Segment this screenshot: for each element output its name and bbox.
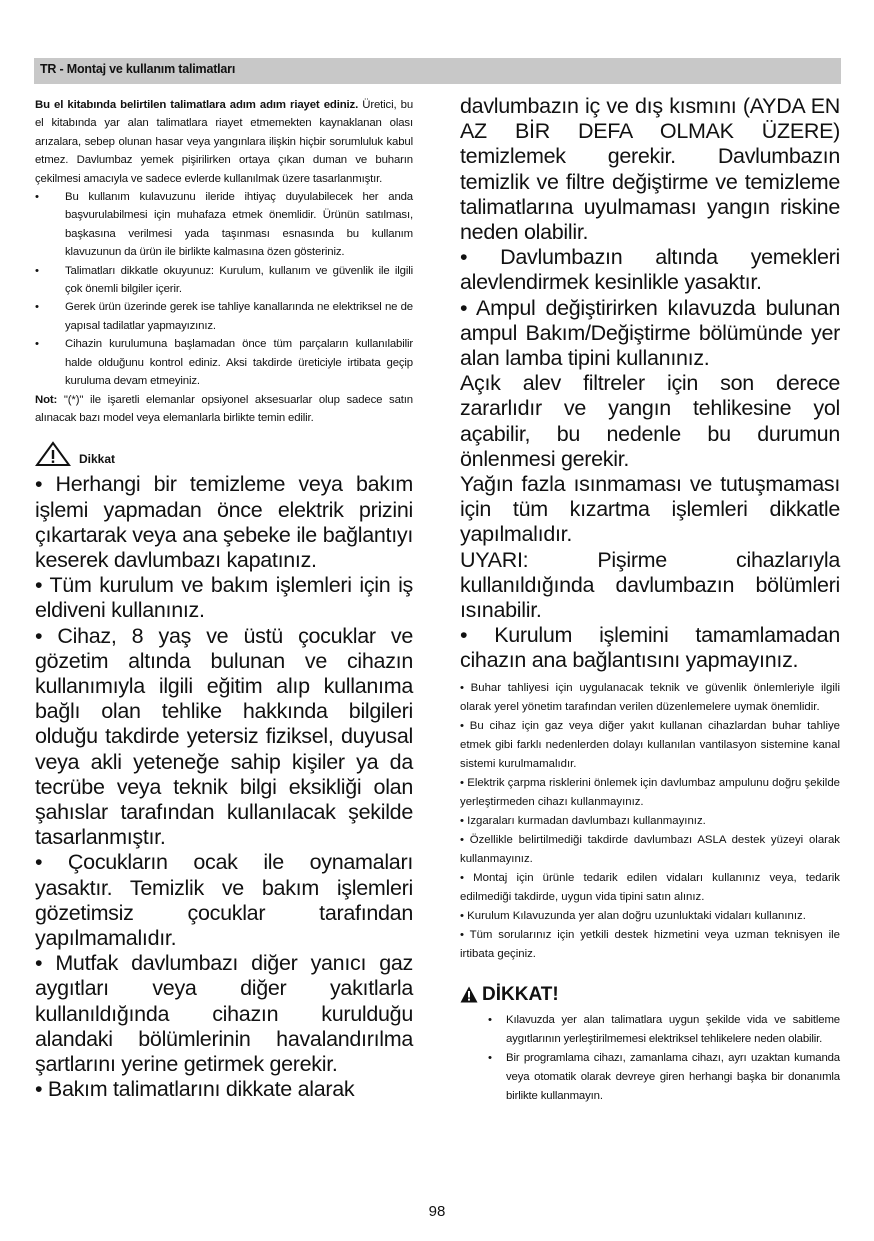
warning-title: Dikkat — [79, 452, 116, 467]
installation-notes — [460, 679, 840, 964]
warning-paragraph: • Mutfak davlumbazı diğer yanıcı gaz aygıtları veya diğer yakıtlarla kullanıldığında cihazın kurulduğu alandaki bölümlerinin havalandırılma şartlarını yerine getirmek gerekir. — [35, 951, 413, 1076]
note-item: • Bu cihaz için gaz veya diğer yakıt kullanan cihazlardan buhar tahliye etmek gibi farklı nedenlerden dolayı kullanılan vantilasyon sistemine kanal sistemi kurulmamalıdır. — [460, 719, 840, 770]
note-item: • Montaj için ürünle tedarik edilen vidaları kullanınız veya, tedarik edilmediği takdirde, uygun vida tipini satın alınız. — [460, 871, 840, 903]
warning-paragraph: • Çocukların ocak ile oynamaları yasaktır. Temizlik ve bakım işlemleri gözetimsiz çocuklar tarafından yapılmamalıdır. — [35, 850, 413, 950]
note-text: "(*)" ile işaretli elemanlar opsiyonel aksesuarlar olup sadece satın alınacak bazı model veya elemanlarla birlikte temin edilir. — [35, 393, 413, 424]
dikkat-heading — [460, 984, 840, 1008]
list-item: • Gerek ürün üzerinde gerek ise tahliye kanallarında ne elektriksel ne de yapısal tadilatlar yapmayızınız. — [35, 298, 413, 335]
note-item: • Özellikle belirtilmediği takdirde davlumbazı ASLA destek yüzeyi olarak kullanmayınız. — [460, 833, 840, 865]
intro-paragraph — [35, 96, 413, 188]
warning-paragraph: UYARI: Pişirme cihazlarıyla kullanıldığında davlumbazın bölümleri ısınabilir. — [460, 547, 840, 623]
list-item: • Bir programlama cihazı, zamanlama cihazı, ayrı uzaktan kumanda veya otomatik olarak devreye giren herhangi başka bir donanımla birlikte kullanmayın. — [488, 1049, 840, 1106]
warning-paragraph: • Ampul değiştirirken kılavuzda bulunan ampul Bakım/Değiştirme bölümünde yer alan lamba tipini kullanınız. — [460, 295, 840, 371]
note-item: • Izgaraları kurmadan davlumbazı kullanmayınız. — [460, 814, 706, 827]
note-item: • Buhar tahliyesi için uygulanacak teknik ve güvenlik önlemleriyle ilgili olarak yerel yönetim tarafından verilen düzenlemelere uymak önemlidir. — [460, 681, 840, 713]
safety-warnings-continued — [460, 94, 840, 674]
warning-paragraph: • Cihaz, 8 yaş ve üstü çocuklar ve gözetim altında bulunan ve cihazın kullanımıyla ilgili eğitim alıp kullanıma bağlı olan tehlike hakkında bilgileri olduğu takdirde yetersiz fiziksel, duyusal veya akli yeteneğe sahip kişiler ya da tecrübe veya teknik bilgi eksikliği olan şahıslar tarafından kullanılacak şekilde tasarlanmıştır. — [35, 623, 413, 850]
list-item: • Cihazin kurulumuna başlamadan önce tüm parçaların kullanılabilir halde olduğunu kontrol ediniz. Aksi takdirde üreticiyle irtibata geçip kuruluma devam etmeyiniz. — [35, 335, 413, 390]
warning-paragraph: • Bakım talimatlarını dikkate alarak — [35, 1077, 355, 1102]
warning-paragraph: • Tüm kurulum ve bakım işlemleri için iş eldiveni kullanınız. — [35, 573, 413, 623]
note-item: • Elektrik çarpma risklerini önlemek için davlumbaz ampulunu doğru şekilde yerleştirmeden cihazı kullanmayınız. — [460, 776, 840, 808]
note-label: Not: — [35, 393, 58, 406]
warning-paragraph: Yağın fazla ısınmaması ve tutuşmaması için tüm kızartma işlemleri dikkatle yapılmalıdır. — [460, 472, 840, 547]
list-item: • Kılavuzda yer alan talimatlara uygun şekilde vida ve sabitleme aygıtlarının yerleştirilmemesi elektriksel tehlikelere neden olabilir. — [488, 1011, 840, 1049]
warning-paragraph: • Davlumbazın altında yemekleri alevlendirmek kesinlikle yasaktır. — [460, 245, 840, 295]
safety-warnings — [35, 472, 413, 1102]
intro-bullet-list — [35, 188, 413, 390]
warning-paragraph: • Herhangi bir temizleme veya bakım işlemi yapmadan önce elektrik prizini çıkartarak veya ana şebeke ile bağlantıyı keserek davlumbazı kapatınız. — [35, 472, 413, 572]
warning-paragraph: davlumbazın iç ve dış kısmını (AYDA EN AZ BİR DEFA OLMAK ÜZERE) temizlemek gerekir. Davlumbazın temizlik ve filtre değiştirme ve temizleme talimatlarına uyulmaması yangın riskine neden olabilir. — [460, 94, 840, 245]
note-item: • Kurulum Kılavuzunda yer alan doğru uzunluktaki vidaları kullanınız. — [460, 909, 806, 922]
intro-bold-text: Bu el kitabında belirtilen talimatlara adım adım riayet ediniz. — [35, 99, 359, 111]
page-number: 98 — [428, 1203, 446, 1220]
note-item: • Tüm sorularınız için yetkili destek hizmetini veya uzman teknisyen ile irtibata geçiniz. — [460, 928, 840, 960]
right-column — [460, 94, 840, 1106]
left-column — [35, 96, 413, 1102]
warning-triangle-filled-icon — [460, 986, 478, 1003]
dikkat-title: DİKKAT! — [482, 983, 559, 1005]
dikkat-bullet-list — [460, 1011, 840, 1106]
warning-paragraph: Açık alev filtreler için son derece zararlıdır ve yangın tehlikesine yol açabilir, bu nedenle bu durumun önlenmesi gerekir. — [460, 371, 840, 471]
note-paragraph — [35, 391, 413, 428]
warning-paragraph: • Kurulum işlemini tamamlamadan cihazın ana bağlantısını yapmayınız. — [460, 623, 840, 673]
list-item: • Talimatları dikkatle okuyunuz: Kurulum, kullanım ve güvenlik ile ilgili çok önemli bilgiler içerir. — [35, 262, 413, 299]
warning-triangle-icon — [35, 441, 71, 467]
intro-section — [35, 96, 413, 427]
intro-text: Üretici, bu el kitabında yar alan talimatlara riayet etmemekten kaynaklanan olası arızalara, sebep olunan hasar veya yangınlara ilişkin hiçbir sorumluluk kabul etmez. Davlumbaz yemek pişirilirken ortaya çıkan duman ve buharın çekilmesi amacıyla ve sadece evlerde kullanılmak üzere tasarlanmıştır. — [35, 99, 414, 185]
list-item: • Bu kullanım kulavuzunu ileride ihtiyaç duyulabilecek her anda başvurulabilmesi için muhafaza etmek önemlidir. Ürünün satılması, başkasına verilmesi yada taşınması esnasında bu kullanım klavuzunun da ürün ile birlikte kalmasına özen gösteriniz. — [35, 188, 413, 262]
section-header: TR - Montaj ve kullanım talimatları — [34, 58, 841, 84]
warning-heading — [35, 441, 413, 469]
